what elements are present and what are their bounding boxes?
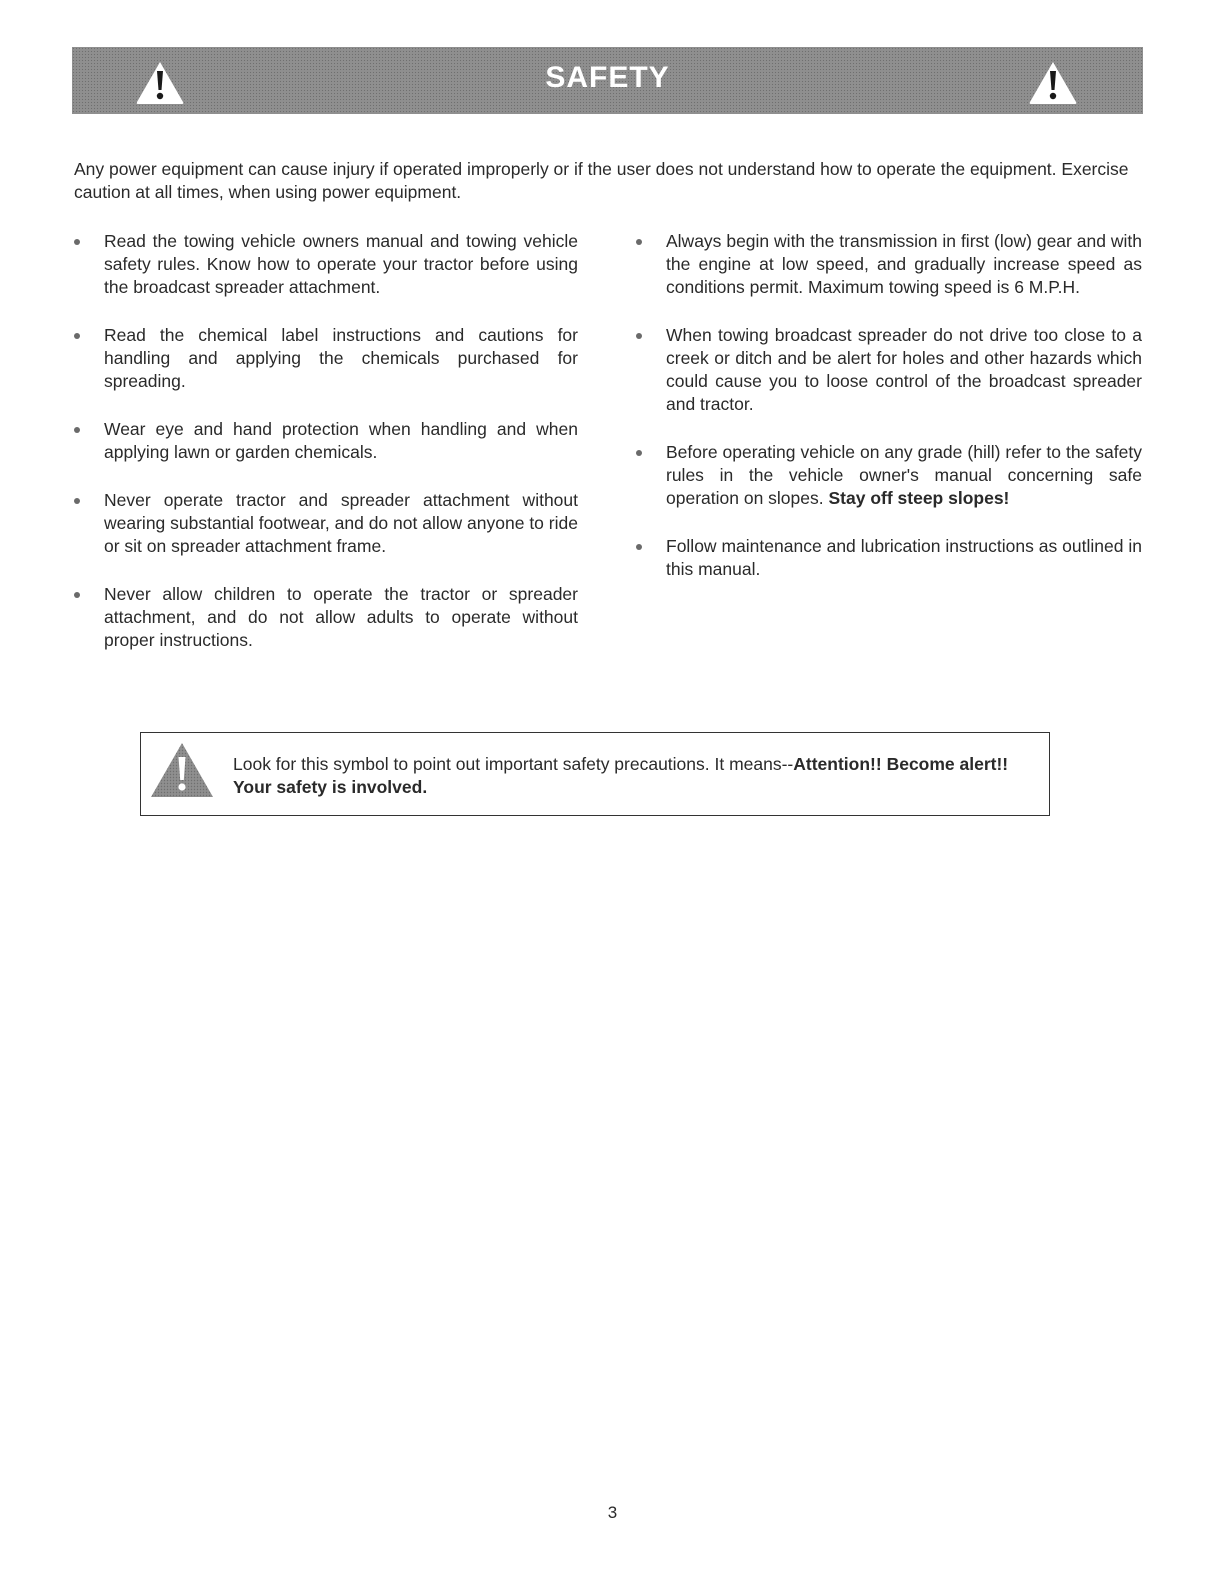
page-title: SAFETY (545, 61, 670, 94)
bullet-icon (74, 498, 80, 504)
list-item (636, 535, 1142, 581)
bullet-icon (74, 592, 80, 598)
safety-symbol-notice (140, 732, 1050, 816)
list-item (74, 489, 578, 558)
notice-emphasis: Attention!! Become alert!! Your safety is involved. (233, 754, 1009, 797)
list-item-emphasis: Stay off steep slopes! (828, 488, 1010, 508)
bullet-icon (636, 333, 642, 339)
list-item (74, 324, 578, 393)
list-item-text: When towing broadcast spreader do not drive too close to a creek or ditch and be alert for holes and other hazards which could cause you to loose control of the broadcast spreader and tractor. (666, 325, 1142, 414)
list-item-text: Wear eye and hand protection when handling and when applying lawn or garden chemicals. (104, 419, 578, 462)
list-item-text: Read the towing vehicle owners manual and towing vehicle safety rules. Know how to operate your tractor before using the broadcast spreader attachment. (104, 231, 578, 297)
list-item (74, 418, 578, 464)
left-safety-list (74, 230, 578, 677)
warning-icon (148, 740, 216, 800)
list-item-text: Never allow children to operate the tractor or spreader attachment, and do not allow adults to operate without proper instructions. (104, 584, 578, 650)
list-item-text: Follow maintenance and lubrication instructions as outlined in this manual. (666, 536, 1142, 579)
list-item-text: Before operating vehicle on any grade (hill) refer to the safety rules in the vehicle owner's manual concerning safe operation on slopes. (666, 442, 1142, 508)
page-number: 3 (607, 1503, 618, 1522)
bullet-icon (74, 333, 80, 339)
list-item-text: Read the chemical label instructions and cautions for handling and applying the chemicals purchased for spreading. (104, 325, 578, 391)
notice-text (233, 753, 1037, 799)
bullet-icon (636, 450, 642, 456)
bullet-icon (636, 544, 642, 550)
list-item-text: Never operate tractor and spreader attachment without wearing substantial footwear, and do not allow anyone to ride or sit on spreader attachment frame. (104, 490, 578, 556)
safety-banner (72, 47, 1143, 114)
bullet-icon (74, 427, 80, 433)
list-item (636, 441, 1142, 510)
list-item (74, 583, 578, 652)
bullet-icon (636, 239, 642, 245)
list-item (636, 230, 1142, 299)
intro-paragraph: Any power equipment can cause injury if operated improperly or if the user does not understand how to operate the equipment. Exercise caution at all times, when using power equipment. (74, 159, 1129, 202)
list-item (74, 230, 578, 299)
list-item (636, 324, 1142, 416)
notice-plain-text: Look for this symbol to point out important safety precautions. It means-- (233, 754, 794, 774)
list-item-text: Always begin with the transmission in first (low) gear and with the engine at low speed, and gradually increase speed as conditions permit. Maximum towing speed is 6 M.P.H. (666, 231, 1142, 297)
right-safety-list (636, 230, 1142, 606)
bullet-icon (74, 239, 80, 245)
warning-icon (1027, 59, 1079, 105)
